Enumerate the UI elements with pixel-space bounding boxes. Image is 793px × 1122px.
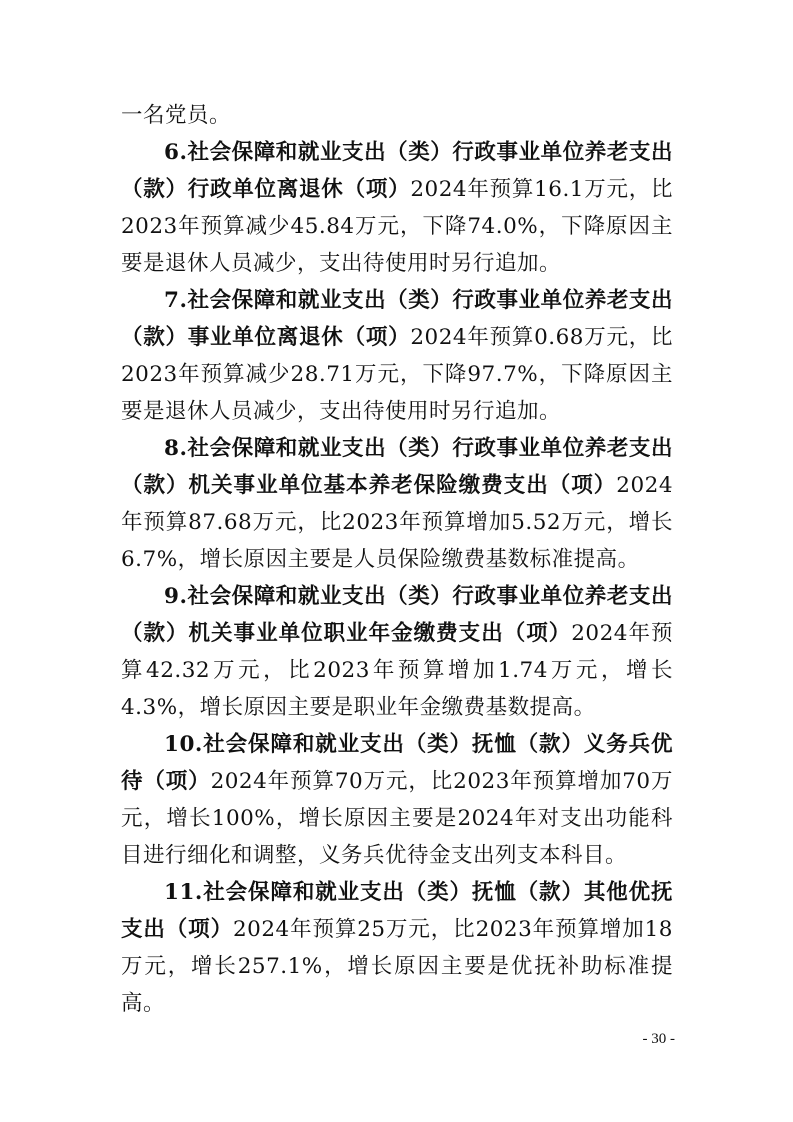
paragraph-text: 2024年预算70万元，比2023年预算增加70万元，增长100%，增长原因主要是2024年对支出功能科目进行细化和调整，义务兵优待金支出列支本科目。 [121,769,673,868]
paragraph-item-9 [121,578,673,726]
paragraph-heading: 9.社会保障和就业支出（类）行政事业单位养老支出（款）机关事业单位职业年金缴费支出（项） [121,584,673,646]
paragraph-text: 2024年预算25万元，比2023年预算增加18万元，增长257.1%，增长原因主要是优抚补助标准提高。 [121,917,673,1016]
paragraph-heading: 10.社会保障和就业支出（类）抚恤（款）义务兵优待（项） [121,732,673,794]
paragraph-item-10 [121,726,673,874]
paragraph-text: 2024年预算16.1万元，比2023年预算减少45.84万元，下降74.0%，下降原因主要是退休人员减少，支出待使用时另行追加。 [121,177,673,276]
paragraph-heading: 11.社会保障和就业支出（类）抚恤（款）其他优抚支出（项） [121,880,673,942]
paragraph-heading: 8.社会保障和就业支出（类）行政事业单位养老支出（款）机关事业单位基本养老保险缴费支出（项） [121,436,673,498]
paragraph-heading: 6.社会保障和就业支出（类）行政事业单位养老支出（款）行政单位离退休（项） [121,140,673,202]
paragraph-item-11 [121,874,673,1022]
paragraph-item-7 [121,282,673,430]
paragraph-text: 2024年预算87.68万元，比2023年预算增加5.52万元，增长6.7%，增长原因主要是人员保险缴费基数标准提高。 [121,473,673,572]
paragraph-text: 一名党员。 [121,103,232,128]
paragraph-item-8 [121,430,673,578]
paragraph-heading: 7.社会保障和就业支出（类）行政事业单位养老支出（款）事业单位离退休（项） [121,288,673,350]
paragraph-text: 2024年预算0.68万元，比2023年预算减少28.71万元，下降97.7%，下降原因主要是退休人员减少，支出待使用时另行追加。 [121,325,673,424]
paragraph-item-6 [121,134,673,282]
paragraph-text: 2024年预算42.32万元，比2023年预算增加1.74万元，增长4.3%，增长原因主要是职业年金缴费基数提高。 [121,621,673,720]
paragraph-continuation [121,97,673,134]
page-number: - 30 - [642,1031,675,1047]
document-body [121,97,673,1022]
